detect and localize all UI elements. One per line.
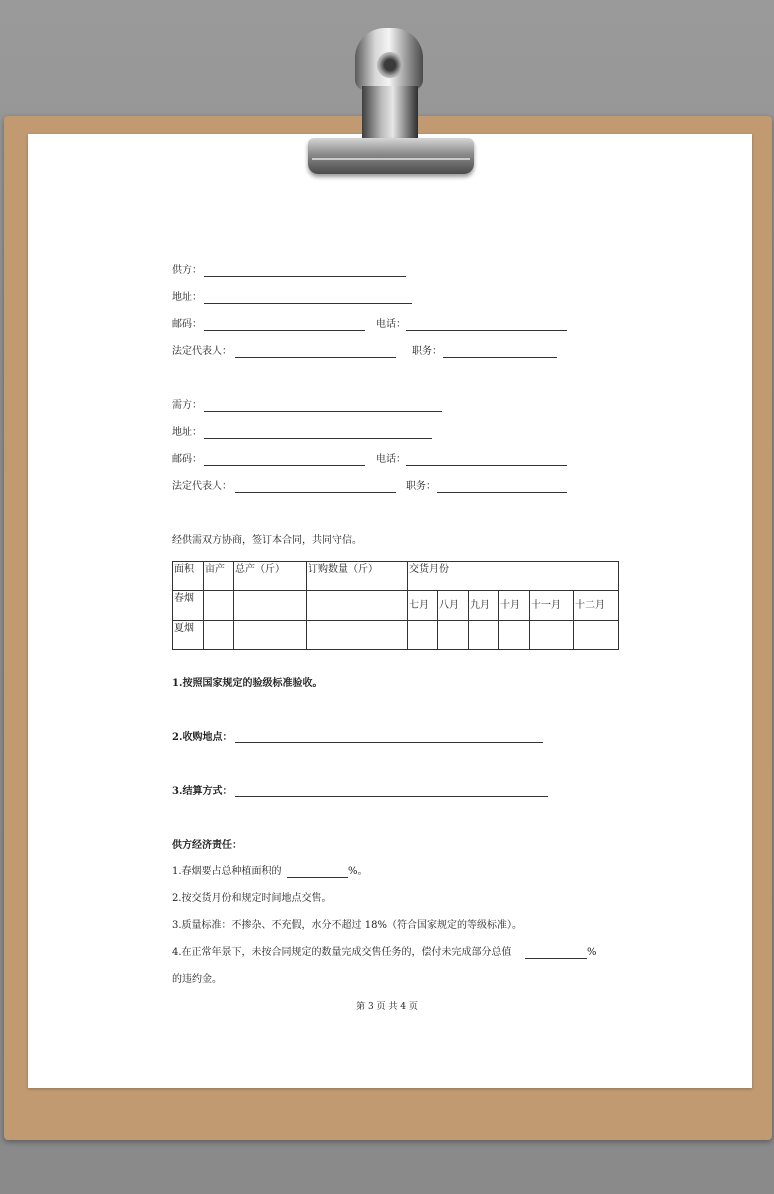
table-cell[interactable]: [499, 621, 530, 650]
buyer-title-label: 职务：: [406, 481, 436, 492]
table-cell[interactable]: [469, 621, 499, 650]
supplier-postcode-label: 邮码：: [172, 319, 202, 330]
supplier-address-label: 地址：: [172, 292, 202, 303]
table-header-total: 总产（斤）: [234, 562, 307, 591]
buyer-postcode-line[interactable]: [204, 465, 365, 466]
supplier-label: 供方：: [172, 265, 202, 276]
supplier-postcode-line[interactable]: [204, 330, 365, 331]
supplier-title-line[interactable]: [443, 357, 557, 358]
delivery-table: [172, 561, 619, 650]
buyer-title-line[interactable]: [437, 492, 567, 493]
table-month: 十一月: [530, 591, 574, 621]
buyer-label: 需方：: [172, 400, 202, 411]
table-cell[interactable]: [307, 591, 408, 621]
supplier-phone-line[interactable]: [406, 330, 567, 331]
resp-item-4-cont: 的违约金。: [172, 974, 222, 985]
resp-item-4-pre: 4.在正常年景下，未按合同规定的数量完成交售任务的，偿付未完成部分总值: [172, 947, 512, 958]
clip-hole: [377, 52, 403, 78]
clip-highlight: [312, 158, 470, 160]
buyer-postcode-label: 邮码：: [172, 454, 202, 465]
resp-item-1-post: %。: [348, 866, 368, 877]
resp-item-4-post: %: [587, 947, 597, 958]
supplier-title-label: 职务：: [412, 346, 442, 357]
buyer-address-label: 地址：: [172, 427, 202, 438]
table-cell[interactable]: [204, 591, 234, 621]
buyer-rep-label: 法定代表人：: [172, 481, 232, 492]
clip-neck: [362, 86, 418, 142]
table-cell[interactable]: [574, 621, 619, 650]
table-cell[interactable]: [438, 621, 469, 650]
buyer-field-line[interactable]: [204, 411, 442, 412]
purchase-location-line[interactable]: [235, 742, 543, 743]
responsibility-heading: 供方经济责任：: [172, 840, 242, 851]
table-cell[interactable]: [234, 621, 307, 650]
resp-item-3: 3.质量标准：不掺杂、不充假，水分不超过 18%（符合国家规定的等级标准）。: [172, 920, 522, 931]
buyer-phone-label: 电话：: [376, 454, 406, 465]
table-row-label: 夏烟: [173, 621, 204, 650]
table-cell[interactable]: [530, 621, 574, 650]
buyer-phone-line[interactable]: [406, 465, 567, 466]
table-month: 八月: [438, 591, 469, 621]
table-header-yield: 亩产: [204, 562, 234, 591]
table-month: 九月: [469, 591, 499, 621]
table-row-label: 春烟: [173, 591, 204, 621]
intro-text: 经供需双方协商，签订本合同，共同守信。: [172, 535, 362, 546]
table-cell[interactable]: [204, 621, 234, 650]
clause-3-label: 3.结算方式：: [172, 786, 233, 797]
table-cell[interactable]: [307, 621, 408, 650]
buyer-rep-line[interactable]: [235, 492, 396, 493]
supplier-address-line[interactable]: [204, 303, 412, 304]
settlement-method-line[interactable]: [235, 796, 548, 797]
supplier-rep-label: 法定代表人：: [172, 346, 232, 357]
supplier-phone-label: 电话：: [376, 319, 406, 330]
supplier-field-line[interactable]: [204, 276, 406, 277]
resp-item-1-pre: 1.春烟要占总种植面积的: [172, 866, 282, 877]
penalty-percent-line[interactable]: [525, 958, 587, 959]
table-cell[interactable]: [408, 621, 438, 650]
clause-1: 1.按照国家规定的验级标准验收。: [172, 678, 323, 689]
supplier-rep-line[interactable]: [235, 357, 396, 358]
table-header-area: 面积: [173, 562, 204, 591]
table-cell[interactable]: [234, 591, 307, 621]
table-header-months: 交货月份: [408, 562, 619, 591]
table-month: 十二月: [574, 591, 619, 621]
buyer-address-line[interactable]: [204, 438, 432, 439]
resp-item-2: 2.按交货月份和规定时间地点交售。: [172, 893, 332, 904]
clip-base: [308, 138, 474, 174]
clause-2-label: 2.收购地点：: [172, 732, 233, 743]
page-footer: 第 3 页 共 4 页: [356, 1002, 418, 1012]
table-month: 十月: [499, 591, 530, 621]
table-month: 七月: [408, 591, 438, 621]
table-header-order: 订购数量（斤）: [307, 562, 408, 591]
spring-ratio-line[interactable]: [287, 877, 348, 878]
